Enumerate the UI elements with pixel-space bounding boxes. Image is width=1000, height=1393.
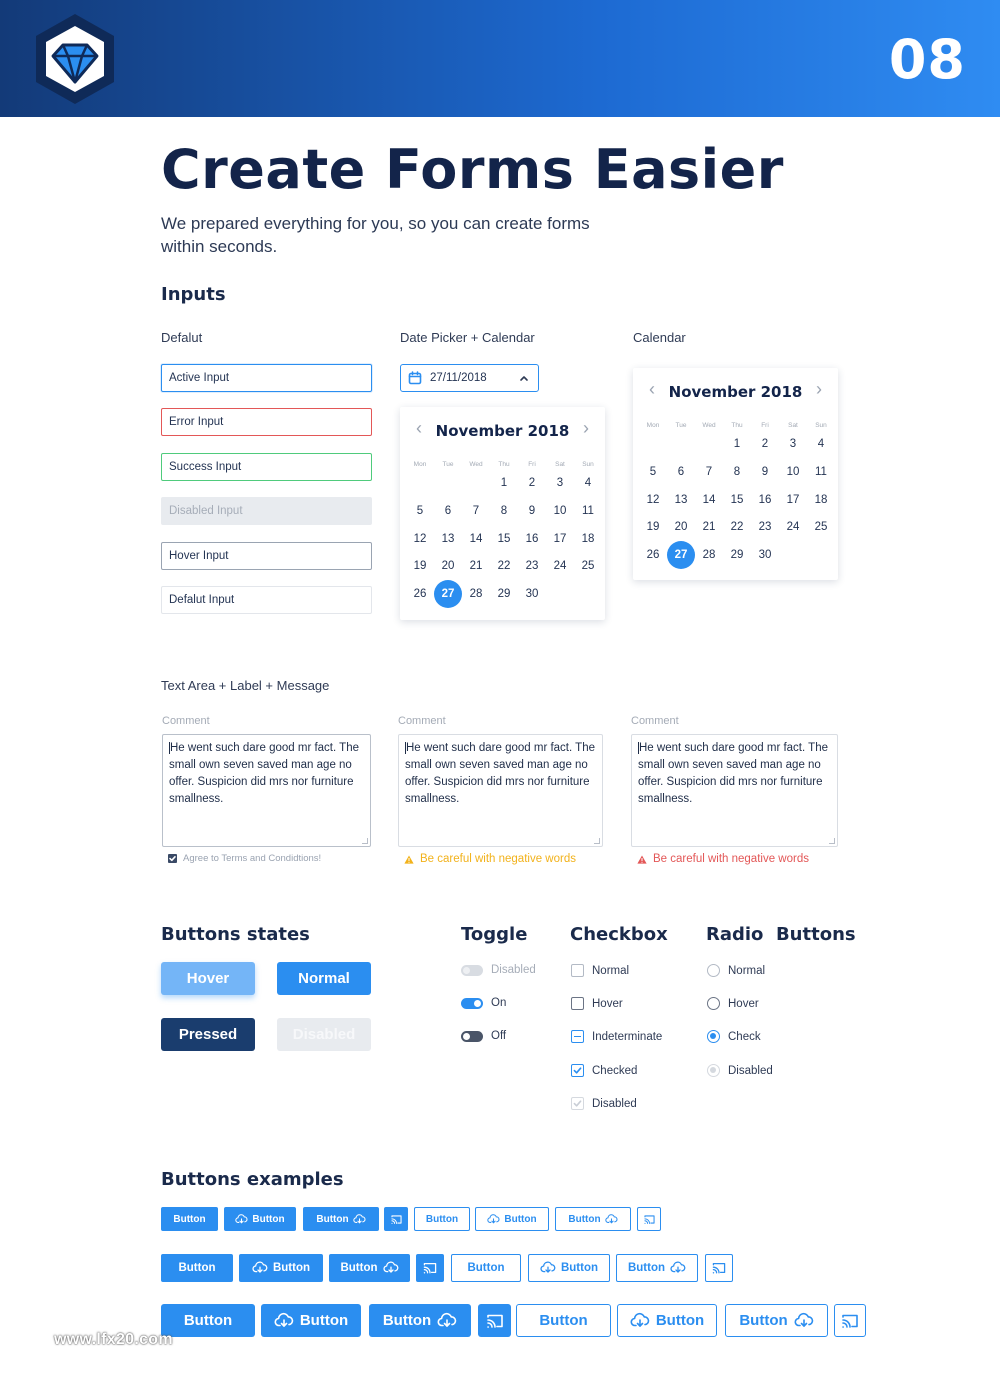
- toggle-off-row[interactable]: [461, 1030, 506, 1042]
- weekday-label: Sat: [555, 461, 565, 468]
- cloud-download-icon: [630, 1311, 650, 1331]
- toggle-disabled-row: [461, 964, 536, 976]
- radio-label: Hover: [728, 997, 759, 1010]
- calendar-day[interactable]: 21: [702, 521, 716, 534]
- error-icon: [637, 855, 647, 864]
- radio-disabled-row: [707, 1064, 773, 1077]
- outline-text-icon-button[interactable]: [555, 1207, 631, 1231]
- error-message: Be careful with negative words: [653, 853, 809, 865]
- checkbox-label: Disabled: [592, 1097, 637, 1110]
- checkbox-hover-row[interactable]: [571, 997, 623, 1010]
- calendar-day[interactable]: 19: [646, 521, 660, 534]
- calendar-day[interactable]: 16: [758, 493, 772, 506]
- weekday-label: Thu: [498, 461, 510, 468]
- weekday-label: Mon: [413, 461, 427, 468]
- radio-normal[interactable]: [707, 964, 720, 977]
- calendar-day[interactable]: 7: [472, 504, 480, 517]
- checkbox-checked-row[interactable]: [571, 1064, 637, 1077]
- outline-text-button[interactable]: [414, 1207, 470, 1231]
- cloud-download-icon: [540, 1260, 556, 1276]
- radio-label: Normal: [728, 964, 766, 977]
- cast-icon: [711, 1260, 727, 1276]
- radio-disabled: [707, 1064, 720, 1077]
- checkbox-label: Hover: [592, 997, 623, 1010]
- radio-checked-row[interactable]: [707, 1030, 761, 1043]
- datepicker-label: Date Picker + Calendar: [400, 330, 535, 345]
- warning-message: Be careful with negative words: [420, 853, 576, 865]
- button-label: Button: [560, 1262, 599, 1274]
- calendar-day[interactable]: 13: [441, 532, 455, 545]
- weekday-label: Thu: [731, 422, 743, 429]
- radio-normal-row[interactable]: [707, 964, 765, 977]
- calendar-day-selected[interactable]: 27: [434, 580, 462, 608]
- button-label: Button: [655, 1312, 705, 1329]
- error-message-row: [637, 853, 809, 865]
- checkbox-label: Normal: [592, 964, 630, 977]
- calendar-widget: [633, 368, 838, 580]
- calendar-day[interactable]: 1: [500, 477, 508, 489]
- checkbox-checked-icon[interactable]: [168, 854, 177, 863]
- cloud-download-icon: [605, 1213, 618, 1226]
- textarea-label: Comment: [631, 715, 679, 727]
- textarea-label: Comment: [162, 715, 210, 727]
- filled-icon-text-button[interactable]: [261, 1304, 361, 1337]
- cloud-download-icon: [794, 1311, 814, 1331]
- calendar-day[interactable]: 4: [584, 477, 592, 489]
- calendar-day[interactable]: 2: [761, 438, 769, 450]
- calendar-day[interactable]: 28: [469, 588, 483, 601]
- resize-grip[interactable]: [594, 838, 600, 844]
- calendar-day-selected[interactable]: 27: [667, 541, 695, 569]
- textarea-text: He went such dare good mr fact. The small own seven saved man age no offer. Suspicion did mrs nor furniture smallness.: [405, 742, 595, 805]
- calendar-day[interactable]: 18: [814, 493, 828, 506]
- error-input[interactable]: Error Input: [161, 408, 372, 436]
- calendar-month-title: November 2018: [435, 422, 570, 440]
- toggle-label: On: [491, 997, 507, 1009]
- checkbox-hover[interactable]: [571, 997, 584, 1010]
- calendar-day[interactable]: 3: [556, 477, 564, 489]
- toggle-heading: Toggle: [461, 924, 528, 945]
- calendar-day[interactable]: 3: [789, 438, 797, 450]
- comment-textarea-1[interactable]: [162, 734, 371, 847]
- calendar-day[interactable]: 14: [702, 493, 716, 506]
- weekday-label: Mon: [646, 422, 660, 429]
- date-picker-value: 27/11/2018: [430, 372, 487, 384]
- calendar-day[interactable]: 16: [525, 532, 539, 545]
- calendar-day[interactable]: 29: [730, 549, 744, 562]
- weekday-label: Fri: [761, 422, 769, 429]
- calendar-day[interactable]: 30: [758, 549, 772, 562]
- button-label: Button: [272, 1262, 311, 1274]
- calendar-day[interactable]: 8: [733, 465, 741, 478]
- toggle-label: Disabled: [491, 964, 536, 976]
- calendar-day[interactable]: 23: [525, 560, 539, 573]
- cloud-download-icon: [252, 1260, 268, 1276]
- active-input[interactable]: Active Input: [161, 364, 372, 392]
- calendar-day[interactable]: 12: [646, 493, 660, 506]
- checkbox-indeterminate-row[interactable]: [571, 1030, 662, 1043]
- outline-cast-icon-button[interactable]: [705, 1254, 733, 1282]
- outline-icon-text-button[interactable]: [475, 1207, 549, 1231]
- calendar-day[interactable]: 5: [649, 465, 657, 478]
- filled-text-button[interactable]: [161, 1304, 255, 1337]
- checkbox-disabled: [571, 1097, 584, 1110]
- outline-cast-icon-button[interactable]: [834, 1304, 866, 1337]
- cloud-download-icon: [670, 1260, 686, 1276]
- chevron-left-icon[interactable]: ‹: [649, 379, 655, 399]
- terms-message: Agree to Terms and Condidtions!: [183, 853, 322, 864]
- resize-grip[interactable]: [362, 838, 368, 844]
- page-title: Create Forms Easier: [161, 138, 784, 201]
- outline-icon-text-button[interactable]: [528, 1254, 610, 1282]
- hover-input[interactable]: Hover Input: [161, 542, 372, 570]
- calendar-day[interactable]: 28: [702, 549, 716, 562]
- calendar-day[interactable]: 6: [444, 504, 452, 517]
- outline-text-button[interactable]: [516, 1304, 611, 1337]
- button-label: Button: [739, 1312, 788, 1329]
- radio-label: Disabled: [728, 1064, 773, 1077]
- radio-hover-row[interactable]: [707, 997, 759, 1010]
- button-label: Button: [178, 1262, 216, 1274]
- calendar-day[interactable]: 19: [413, 560, 427, 573]
- weekday-label: Wed: [469, 461, 483, 468]
- calendar-day[interactable]: 12: [413, 532, 427, 545]
- button-label: Button: [425, 1213, 459, 1225]
- calendar-day[interactable]: 15: [730, 493, 744, 506]
- button-label: Button: [183, 1312, 233, 1329]
- button-label: Button: [173, 1213, 206, 1225]
- disabled-input: Disabled Input: [161, 497, 372, 525]
- comment-textarea-2[interactable]: [398, 734, 603, 847]
- calendar-day[interactable]: 22: [730, 521, 744, 534]
- calendar-day[interactable]: 4: [817, 438, 825, 450]
- outline-text-icon-button[interactable]: [725, 1304, 828, 1337]
- cloud-download-icon: [274, 1311, 294, 1331]
- textarea-text: He went such dare good mr fact. The small own seven saved man age no offer. Suspicion did mrs nor furniture smallness.: [638, 742, 828, 805]
- button-label: Button: [568, 1213, 601, 1225]
- weekday-label: Wed: [702, 422, 716, 429]
- button-label: Button: [252, 1213, 285, 1225]
- date-picker-calendar: [400, 407, 605, 620]
- button-label: Button: [467, 1262, 505, 1274]
- calendar-day[interactable]: 14: [469, 532, 483, 545]
- filled-text-icon-button[interactable]: [303, 1207, 379, 1231]
- cast-icon: [643, 1213, 656, 1226]
- button-label: Button: [539, 1312, 588, 1329]
- weekday-label: Tue: [442, 461, 454, 468]
- calendar-day[interactable]: 2: [528, 477, 536, 489]
- comment-textarea-3[interactable]: [631, 734, 838, 847]
- page-number: 08: [888, 28, 966, 91]
- cast-icon: [390, 1213, 403, 1226]
- calendar-day[interactable]: 20: [674, 521, 688, 534]
- outline-text-button[interactable]: [451, 1254, 521, 1282]
- cloud-download-icon: [437, 1311, 457, 1331]
- outline-text-icon-button[interactable]: [616, 1254, 698, 1282]
- hover-state-button[interactable]: Hover: [161, 962, 255, 995]
- radio-label: Check: [728, 1030, 761, 1043]
- disabled-state-button: Disabled: [277, 1018, 371, 1051]
- calendar-day[interactable]: 1: [733, 438, 741, 450]
- radio-heading: Radio Buttons: [706, 924, 856, 945]
- calendar-day[interactable]: 9: [761, 465, 769, 478]
- default-input[interactable]: Defalut Input: [161, 586, 372, 614]
- filled-cast-icon-button[interactable]: [384, 1207, 408, 1231]
- checkbox-normal-row[interactable]: [571, 964, 629, 977]
- calendar-day[interactable]: 30: [525, 588, 539, 601]
- button-label: Button: [316, 1213, 349, 1225]
- filled-icon-text-button[interactable]: [224, 1207, 296, 1231]
- calendar-month-title: November 2018: [668, 383, 803, 401]
- warning-icon: [404, 855, 414, 864]
- calendar-day[interactable]: 26: [646, 549, 660, 562]
- button-label: Button: [627, 1262, 666, 1274]
- calendar-day[interactable]: 26: [413, 588, 427, 601]
- outline-icon-text-button[interactable]: [617, 1304, 717, 1337]
- normal-state-button[interactable]: Normal: [277, 962, 371, 995]
- cast-icon: [485, 1311, 505, 1331]
- weekday-label: Tue: [675, 422, 687, 429]
- calendar-label: Calendar: [633, 330, 686, 345]
- toggle-disabled: [461, 965, 483, 976]
- radio-hover[interactable]: [707, 997, 720, 1010]
- calendar-icon: [408, 371, 422, 388]
- page-subtitle: We prepared everything for you, so you can create forms within seconds.: [161, 214, 590, 256]
- calendar-day[interactable]: 6: [677, 465, 685, 478]
- filled-icon-text-button[interactable]: [239, 1254, 323, 1282]
- calendar-day[interactable]: 20: [441, 560, 455, 573]
- filled-cast-icon-button[interactable]: [416, 1254, 444, 1282]
- weekday-label: Fri: [528, 461, 536, 468]
- filled-text-icon-button[interactable]: [329, 1254, 410, 1282]
- button-label: Button: [382, 1312, 432, 1329]
- button-examples-heading: Buttons examples: [161, 1169, 344, 1190]
- checkbox-heading: Checkbox: [570, 924, 668, 945]
- calendar-day[interactable]: 25: [581, 560, 595, 573]
- inputs-heading: Inputs: [161, 284, 226, 305]
- cloud-download-icon: [383, 1260, 399, 1276]
- resize-grip[interactable]: [829, 838, 835, 844]
- checkbox-indeterminate[interactable]: [571, 1030, 584, 1043]
- cloud-download-icon: [487, 1213, 500, 1226]
- outline-cast-icon-button[interactable]: [637, 1207, 661, 1231]
- checkbox-label: Checked: [592, 1064, 638, 1077]
- calendar-day[interactable]: 10: [553, 504, 567, 517]
- calendar-day[interactable]: 8: [500, 504, 508, 517]
- toggle-on[interactable]: [461, 998, 483, 1009]
- calendar-day[interactable]: 11: [815, 465, 827, 478]
- default-label: Defalut: [161, 330, 203, 345]
- calendar-day[interactable]: 7: [705, 465, 713, 478]
- warning-message-row: [404, 853, 576, 865]
- calendar-day[interactable]: 24: [553, 560, 567, 573]
- calendar-day[interactable]: 9: [528, 504, 536, 517]
- calendar-day[interactable]: 24: [786, 521, 800, 534]
- chevron-left-icon[interactable]: ‹: [416, 418, 422, 438]
- filled-text-button[interactable]: [161, 1254, 233, 1282]
- header-banner: [0, 0, 1000, 117]
- filled-text-icon-button[interactable]: [369, 1304, 471, 1337]
- filled-text-button[interactable]: [161, 1207, 218, 1231]
- calendar-day[interactable]: 18: [581, 532, 595, 545]
- cloud-download-icon: [235, 1213, 248, 1226]
- weekday-label: Sun: [582, 461, 594, 468]
- checkbox-checked[interactable]: [571, 1064, 584, 1077]
- calendar-day[interactable]: 17: [553, 532, 567, 545]
- calendar-day[interactable]: 29: [497, 588, 511, 601]
- calendar-day[interactable]: 11: [582, 504, 594, 517]
- pressed-state-button[interactable]: Pressed: [161, 1018, 255, 1051]
- cloud-download-icon: [353, 1213, 366, 1226]
- checkbox-disabled-row: [571, 1097, 637, 1110]
- chevron-right-icon[interactable]: ›: [816, 379, 822, 399]
- calendar-day[interactable]: 10: [786, 465, 800, 478]
- chevron-up-icon[interactable]: [519, 373, 529, 386]
- textarea-text: He went such dare good mr fact. The small own seven saved man age no offer. Suspicion did mrs nor furniture smallness.: [169, 742, 359, 805]
- cast-icon: [840, 1311, 860, 1331]
- calendar-day[interactable]: 13: [674, 493, 688, 506]
- calendar-day[interactable]: 25: [814, 521, 828, 534]
- radio-checked[interactable]: [707, 1030, 720, 1043]
- weekday-label: Sun: [815, 422, 827, 429]
- checkbox-label: Indeterminate: [592, 1030, 663, 1043]
- toggle-off[interactable]: [461, 1031, 483, 1042]
- watermark: www.lfx20.com: [54, 1331, 173, 1348]
- calendar-day[interactable]: 22: [497, 560, 511, 573]
- chevron-right-icon[interactable]: ›: [583, 418, 589, 438]
- calendar-day[interactable]: 15: [497, 532, 511, 545]
- button-label: Button: [340, 1262, 378, 1274]
- checkbox-normal[interactable]: [571, 964, 584, 977]
- toggle-on-row[interactable]: [461, 997, 506, 1009]
- textarea-label: Comment: [398, 715, 446, 727]
- terms-checkbox-row[interactable]: [168, 853, 321, 864]
- cast-icon: [422, 1260, 438, 1276]
- button-label: Button: [504, 1213, 537, 1225]
- date-picker-input[interactable]: [400, 364, 539, 392]
- success-input[interactable]: Success Input: [161, 453, 372, 481]
- filled-cast-icon-button[interactable]: [478, 1304, 511, 1337]
- calendar-day[interactable]: 23: [758, 521, 772, 534]
- calendar-day[interactable]: 5: [416, 504, 424, 517]
- button-label: Button: [299, 1312, 349, 1329]
- calendar-day[interactable]: 17: [786, 493, 800, 506]
- sketch-diamond-icon: [33, 12, 117, 106]
- weekday-label: Sat: [788, 422, 798, 429]
- calendar-day[interactable]: 21: [469, 560, 483, 573]
- button-states-heading: Buttons states: [161, 924, 310, 945]
- toggle-label: Off: [491, 1030, 507, 1042]
- textarea-section-label: Text Area + Label + Message: [161, 678, 330, 693]
